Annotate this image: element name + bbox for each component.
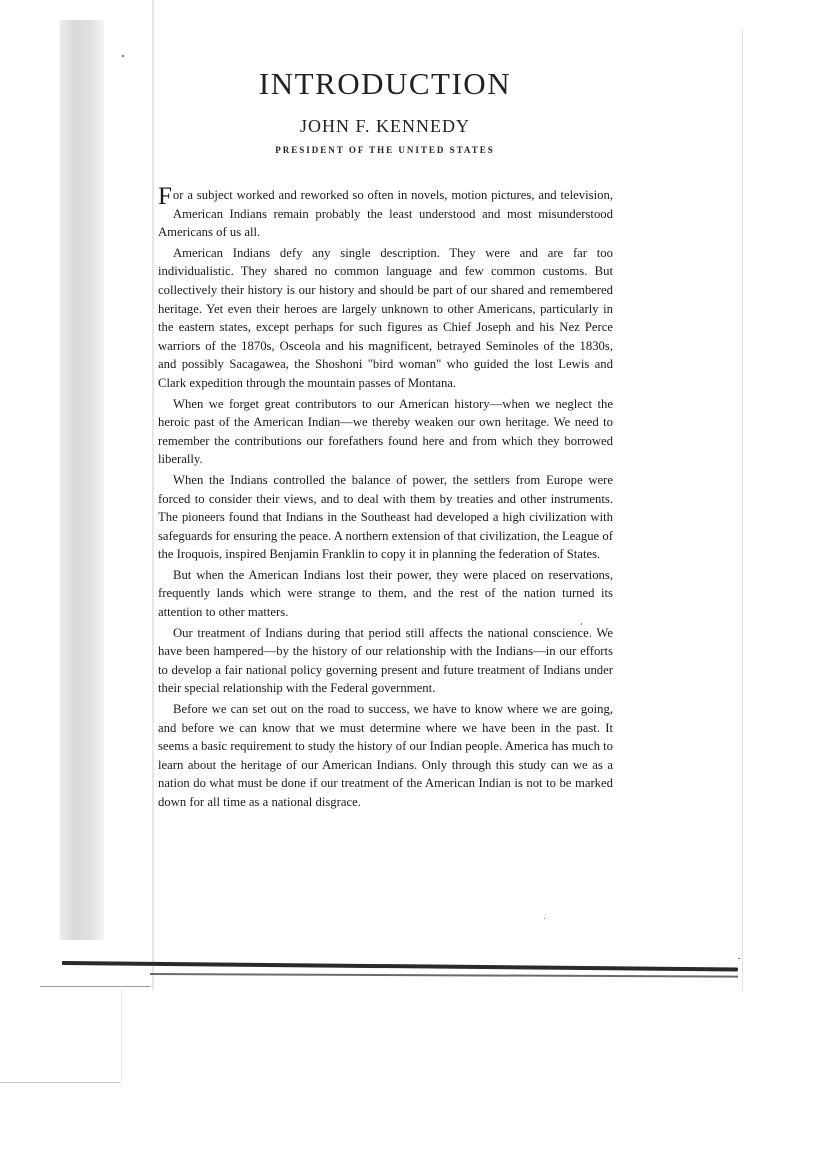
author-title: PRESIDENT OF THE UNITED STATES <box>275 145 495 155</box>
scan-speck <box>122 55 124 57</box>
paragraph: Our treatment of Indians during that period still affects the national conscience. We have been hampered—by the history of our relationship with the Indians—in our efforts to develop a fair national policy governing present and future treatment of Indians under their special relationship with the Federal government. <box>158 625 613 696</box>
paragraph-text: or a subject worked and reworked so often in novels, motion pictures, and television, American Indians remain probably the least understood and most misunderstood Americans of us all. <box>158 188 613 240</box>
scan-page-edge <box>742 30 743 990</box>
scan-line <box>0 1082 120 1083</box>
author-name: JOHN F. KENNEDY <box>299 116 471 136</box>
paragraph: But when the American Indians lost their power, they were placed on reservations, frequently lands which were strange to them, and the rest of the nation turned its attention to other matters. <box>158 567 613 620</box>
paragraph <box>158 183 613 242</box>
drop-cap: F <box>158 183 172 210</box>
scan-speck <box>738 958 740 959</box>
scan-speck <box>544 918 545 919</box>
page-title: INTRODUCTION <box>258 66 512 101</box>
scan-page-edge-lower <box>121 990 122 1085</box>
scan-line <box>40 986 150 987</box>
scan-spine-shadow <box>60 20 104 940</box>
paragraph: Before we can set out on the road to success, we have to know where we are going, and before we can know that we must determine where we have been in the past. It seems a basic requirement to study the history of our Indian people. America has much to learn about the heritage of our American Indians. Only through this study can we as a nation do what must be done if our treatment of the American Indian is not to be marked down for all time as a national disgrace. <box>158 702 613 809</box>
paragraph: When we forget great contributors to our American history—when we neglect the heroic past of the American Indian—we thereby weaken our own heritage. We need to remember the contributions our forefathers found here and from which they borrowed liberally. <box>158 396 613 467</box>
paragraph: When the Indians controlled the balance of power, the settlers from Europe were forced to consider their views, and to deal with them by treaties and other instruments. The pioneers found that Indians in the Southeast had developed a high civilization with safeguards for ensuring the peace. A northern extension of that civilization, the League of the Iroquois, inspired Benjamin Franklin to copy it in planning the federation of States. <box>158 472 613 562</box>
footer-rule <box>62 961 738 971</box>
paragraph: American Indians defy any single description. They were and are far too individualistic. They shared no common language and few common customs. But collectively their history is our history and should be part of our shared and remembered heritage. Yet even their heroes are largely unknown to other Americans, particularly in the eastern states, except perhaps for such figures as Chief Joseph and his Nez Perce warriors of the 1870s, Osceola and his magnificent, betrayed Seminoles of the 1830s, and possibly Sacagawea, the Shoshoni "bird woman" who guided the lost Lewis and Clark expedition through the mountain passes of Montana. <box>158 245 613 390</box>
scan-spine-edge <box>152 0 154 990</box>
introduction-body <box>158 183 613 814</box>
footer-rule-thin <box>150 973 738 978</box>
